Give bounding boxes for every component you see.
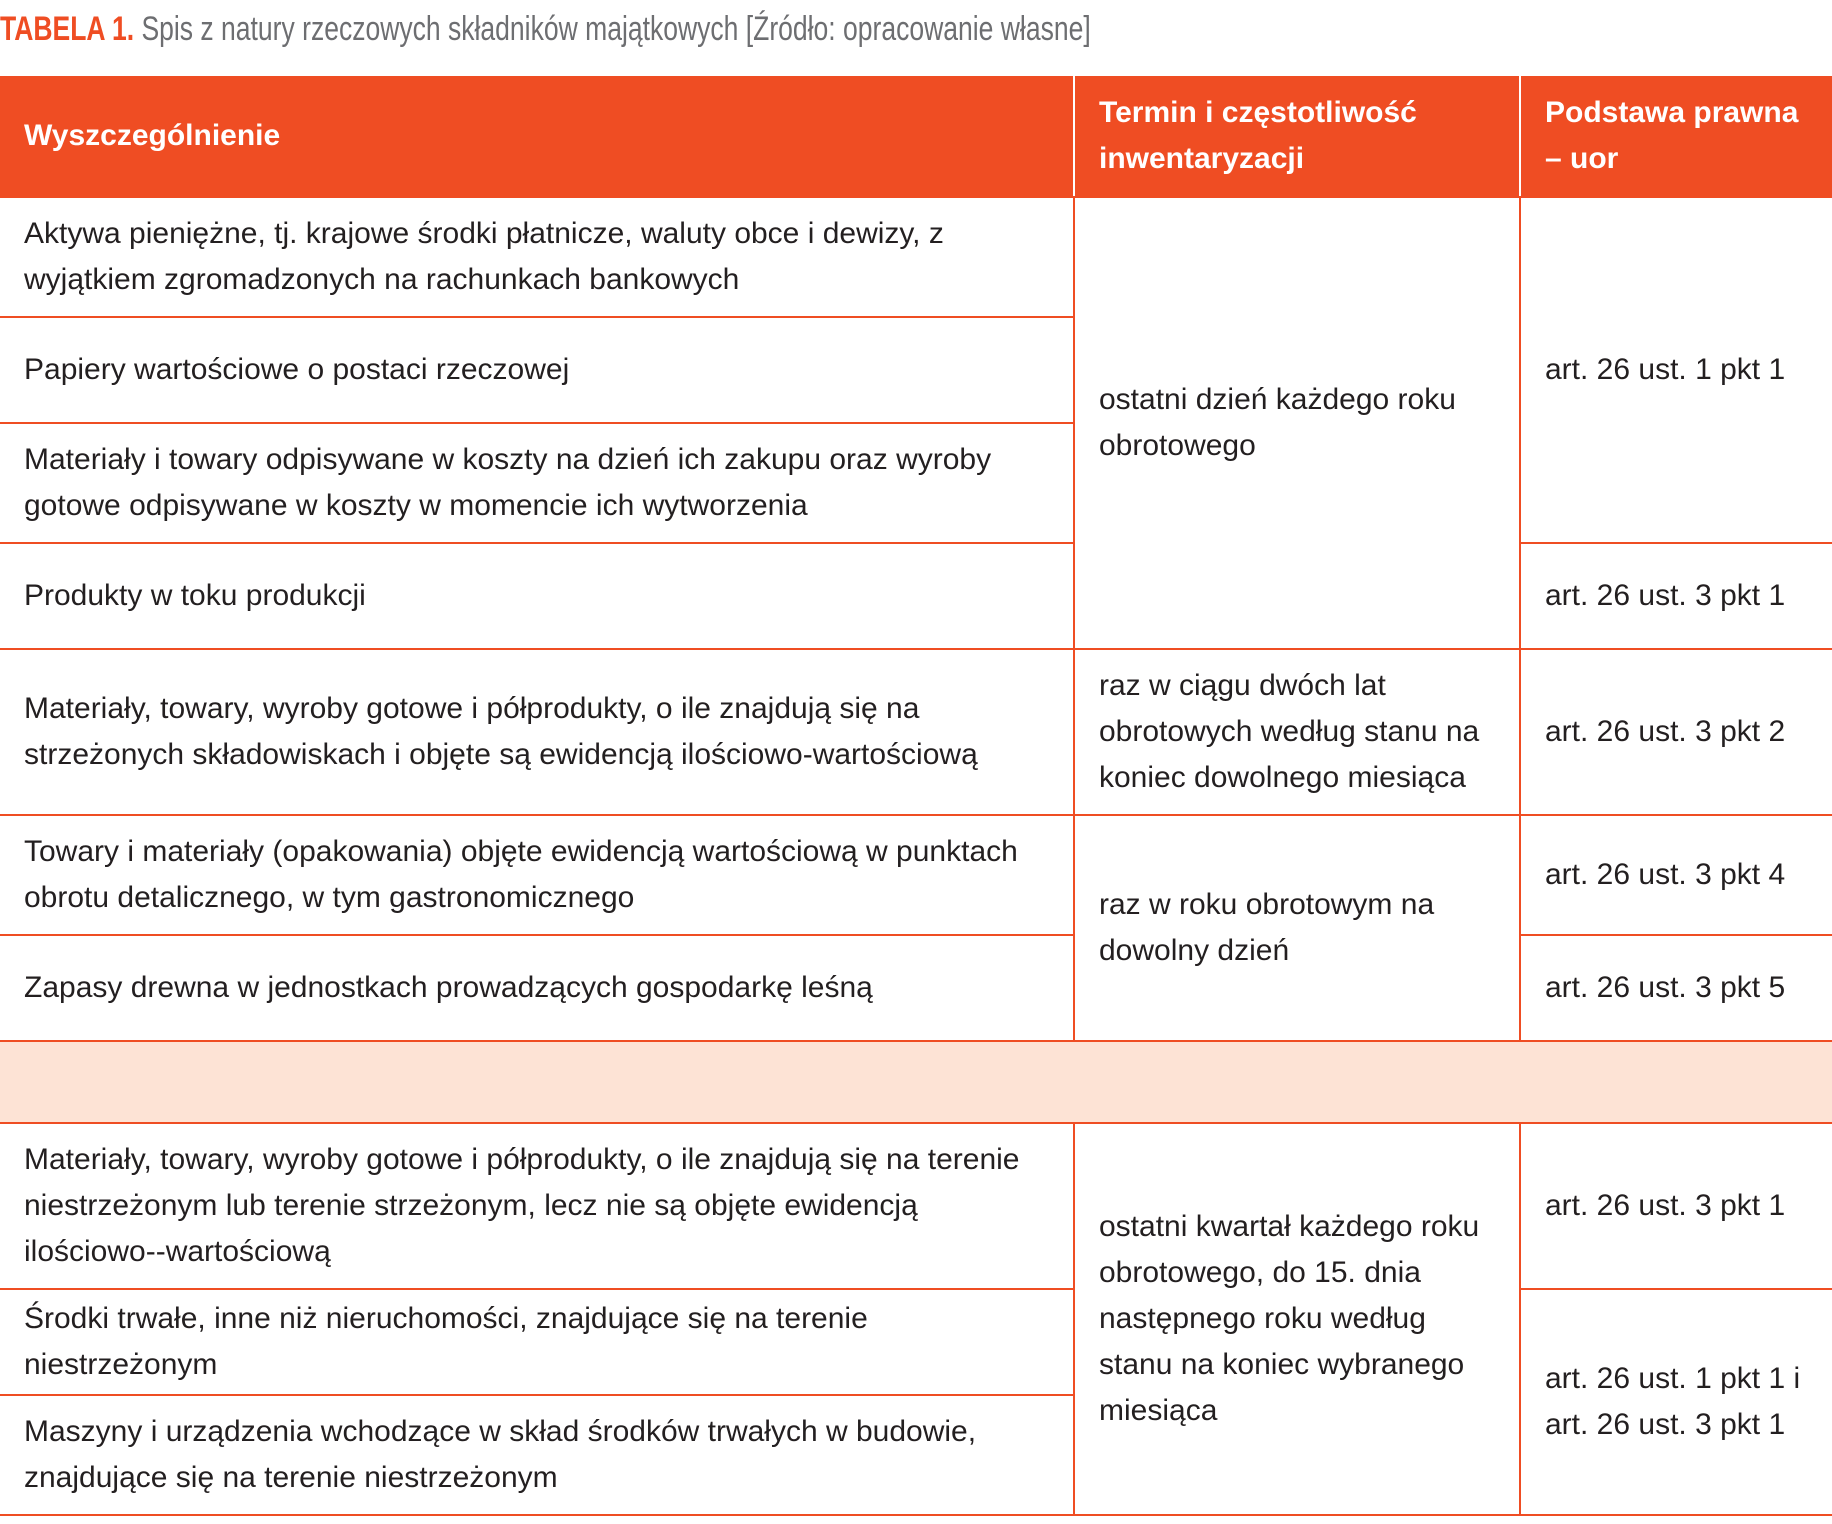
basis-cell: art. 26 ust. 3 pkt 5 (1520, 935, 1832, 1041)
basis-cell: art. 26 ust. 3 pkt 1 (1520, 543, 1832, 649)
table-row (0, 197, 1832, 317)
item-cell: Środki trwałe, inne niż nieruchomości, znajdujące się na terenie niestrzeżonym (0, 1289, 1074, 1395)
table-caption (0, 6, 1091, 52)
caption-label: TABELA 1. (0, 10, 135, 48)
item-cell: Zapasy drewna w jednostkach prowadzących gospodarkę leśną (0, 935, 1074, 1041)
separator-row (0, 1041, 1832, 1123)
item-cell: Maszyny i urządzenia wchodzące w skład środków trwałych w budowie, znajdujące się na terenie niestrzeżonym (0, 1395, 1074, 1515)
inventory-table (0, 76, 1832, 1516)
table-row (0, 815, 1832, 935)
term-cell: ostatni kwartał każdego roku obrotowego, do 15. dnia następnego roku według stanu na koniec wybranego miesiąca (1074, 1123, 1520, 1515)
item-cell: Produkty w toku produkcji (0, 543, 1074, 649)
table-row (0, 1123, 1832, 1289)
table-row (0, 543, 1832, 649)
table-row (0, 649, 1832, 815)
term-cell: ostatni dzień każdego roku obrotowego (1074, 197, 1520, 649)
basis-cell: art. 26 ust. 3 pkt 4 (1520, 815, 1832, 935)
basis-cell: art. 26 ust. 1 pkt 1 (1520, 197, 1832, 543)
basis-cell: art. 26 ust. 1 pkt 1 i art. 26 ust. 3 pkt 1 (1520, 1289, 1832, 1515)
basis-cell: art. 26 ust. 3 pkt 1 (1520, 1123, 1832, 1289)
item-cell: Towary i materiały (opakowania) objęte ewidencją wartościową w punktach obrotu detalicznego, w tym gastronomicznego (0, 815, 1074, 935)
separator-cell (0, 1041, 1832, 1123)
item-cell: Aktywa pieniężne, tj. krajowe środki płatnicze, waluty obce i dewizy, z wyjątkiem zgromadzonych na rachunkach bankowych (0, 197, 1074, 317)
term-cell: raz w roku obrotowym na dowolny dzień (1074, 815, 1520, 1041)
header-item: Wyszczególnienie (0, 76, 1074, 197)
header-term: Termin i częstotliwość inwentaryzacji (1074, 76, 1520, 197)
basis-cell: art. 26 ust. 3 pkt 2 (1520, 649, 1832, 815)
term-cell: raz w ciągu dwóch lat obrotowych według stanu na koniec dowolnego miesiąca (1074, 649, 1520, 815)
item-cell: Materiały, towary, wyroby gotowe i półprodukty, o ile znajdują się na terenie niestrzeżonym lub terenie strzeżonym, lecz nie są objęte ewidencją ilościowo--wartościową (0, 1123, 1074, 1289)
caption-text: Spis z natury rzeczowych składników majątkowych [Źródło: opracowanie własne] (141, 10, 1091, 48)
item-cell: Papiery wartościowe o postaci rzeczowej (0, 317, 1074, 423)
item-cell: Materiały i towary odpisywane w koszty na dzień ich zakupu oraz wyroby gotowe odpisywane w koszty w momencie ich wytworzenia (0, 423, 1074, 543)
table-row (0, 1289, 1832, 1395)
table-row (0, 935, 1832, 1041)
header-row (0, 76, 1832, 197)
item-cell: Materiały, towary, wyroby gotowe i półprodukty, o ile znajdują się na strzeżonych składowiskach i objęte są ewidencją ilościowo-wartościową (0, 649, 1074, 815)
header-basis: Podstawa prawna – uor (1520, 76, 1832, 197)
